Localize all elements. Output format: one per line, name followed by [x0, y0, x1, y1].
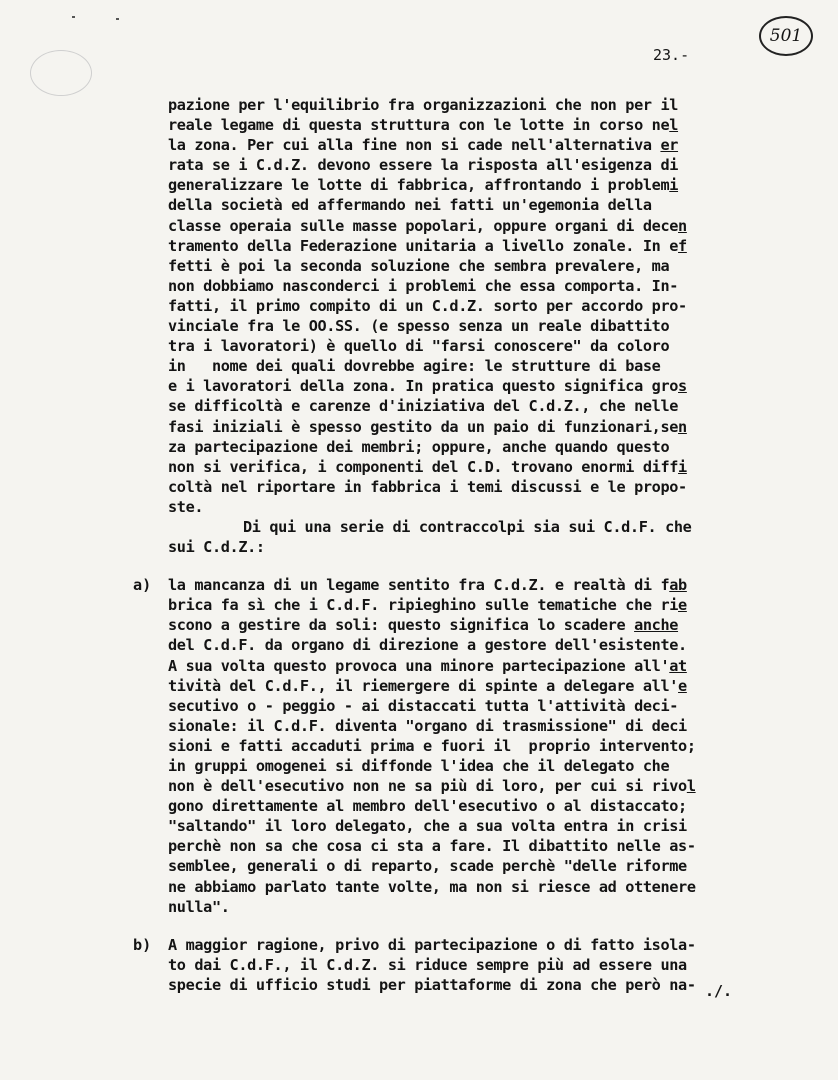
list-item-text — [168, 575, 748, 917]
text-line: fatti, il primo compito di un C.d.Z. sorto per accordo pro- — [168, 296, 687, 315]
page-number: 23.- — [653, 46, 690, 64]
text-line: non dobbiamo nasconderci i problemi che essa comporta. In- — [168, 276, 679, 295]
text-line: Di qui una serie di contraccolpi sia sui C.d.F. che — [243, 517, 692, 536]
text-line: reale legame di questa struttura con le lotte in corso nel — [168, 116, 679, 135]
transition-paragraph — [168, 517, 748, 557]
continuation-mark: ./. — [705, 982, 733, 1000]
text-line: fasi iniziali è spesso gestito da un paio di funzionari,sen — [168, 417, 687, 436]
text-line: tramento della Federazione unitaria a livello zonale. In ef — [168, 236, 687, 255]
intro-paragraph — [168, 95, 748, 517]
text-line: non è dell'esecutivo non ne sa più di loro, per cui si rivol — [168, 777, 696, 796]
text-line: del C.d.F. da organo di direzione a gestore dell'esistente. — [168, 636, 687, 655]
text-line: e i lavoratori della zona. In pratica questo significa gros — [168, 377, 687, 396]
scan-speck — [72, 16, 75, 18]
list-marker: b) — [133, 935, 152, 954]
faint-margin-circle — [30, 50, 92, 96]
text-line: pazione per l'equilibrio fra organizzazioni che non per il — [168, 96, 679, 114]
text-line: perchè non sa che cosa ci sta a fare. Il dibattito nelle as- — [168, 837, 696, 856]
text-line: tività del C.d.F., il riemergere di spinte a delegare all'e — [168, 676, 687, 695]
list-item-text — [168, 935, 748, 995]
text-line: specie di ufficio studi per piattaforme di zona che però na- — [168, 975, 696, 994]
text-line: generalizzare le lotte di fabbrica, affrontando i problemi — [168, 176, 679, 195]
text-line: classe operaia sulle masse popolari, oppure organi di decen — [168, 216, 687, 235]
text-line: ne abbiamo parlato tante volte, ma non si riesce ad ottenere — [168, 877, 696, 896]
archive-page-stamp: 501 — [759, 16, 813, 56]
text-line: semblee, generali o di reparto, scade perchè "delle riforme — [168, 857, 687, 876]
text-line: sionale: il C.d.F. diventa "organo di trasmissione" di deci — [168, 716, 687, 735]
list-item-b — [133, 935, 748, 995]
text-line: za partecipazione dei membri; oppure, anche quando questo — [168, 437, 670, 456]
text-line: fetti è poi la seconda soluzione che sembra prevalere, ma — [168, 256, 670, 275]
list-item-a — [133, 575, 748, 917]
text-line: se difficoltà e carenze d'iniziativa del C.d.Z., che nelle — [168, 397, 679, 416]
text-line: ste. — [168, 497, 204, 516]
text-line: tra i lavoratori) è quello di "farsi conoscere" da coloro — [168, 337, 670, 356]
list-marker: a) — [133, 576, 152, 595]
text-line: A sua volta questo provoca una minore partecipazione all'at — [168, 656, 687, 675]
text-line: sui C.d.Z.: — [168, 538, 265, 557]
text-line: coltà nel riportare in fabbrica i temi discussi e le propo- — [168, 477, 687, 496]
text-line: della società ed affermando nei fatti un'egemonia della — [168, 196, 652, 215]
text-line: non si verifica, i componenti del C.D. trovano enormi diffi — [168, 457, 687, 476]
text-line: la zona. Per cui alla fine non si cade nell'alternativa er — [168, 136, 679, 155]
text-line: to dai C.d.F., il C.d.Z. si riduce sempre più ad essere una — [168, 955, 687, 974]
text-line: in gruppi omogenei si diffonde l'idea che il delegato che — [168, 757, 670, 775]
text-line: A maggior ragione, privo di partecipazione o di fatto isola- — [168, 935, 696, 954]
text-line: gono direttamente al membro dell'esecutivo o al distaccato; — [168, 797, 687, 816]
text-line: la mancanza di un legame sentito fra C.d.Z. e realtà di fab — [168, 576, 687, 595]
text-line: "saltando" il loro delegato, che a sua volta entra in crisi — [168, 817, 687, 836]
text-line: vinciale fra le OO.SS. (e spesso senza un reale dibattito — [168, 317, 670, 336]
text-line: brica fa sì che i C.d.F. ripieghino sulle tematiche che rie — [168, 596, 687, 615]
text-line: scono a gestire da soli: questo significa lo scadere anche — [168, 616, 679, 635]
scan-speck — [116, 18, 119, 20]
text-line: secutivo o - peggio - ai distaccati tutta l'attività deci- — [168, 696, 679, 715]
document-body — [133, 95, 748, 995]
text-line: sioni e fatti accaduti prima e fuori il proprio intervento; — [168, 736, 696, 755]
text-line: rata se i C.d.Z. devono essere la risposta all'esigenza di — [168, 156, 679, 175]
text-line: nulla". — [168, 897, 230, 916]
text-line: in nome dei quali dovrebbe agire: le strutture di base — [168, 357, 661, 376]
